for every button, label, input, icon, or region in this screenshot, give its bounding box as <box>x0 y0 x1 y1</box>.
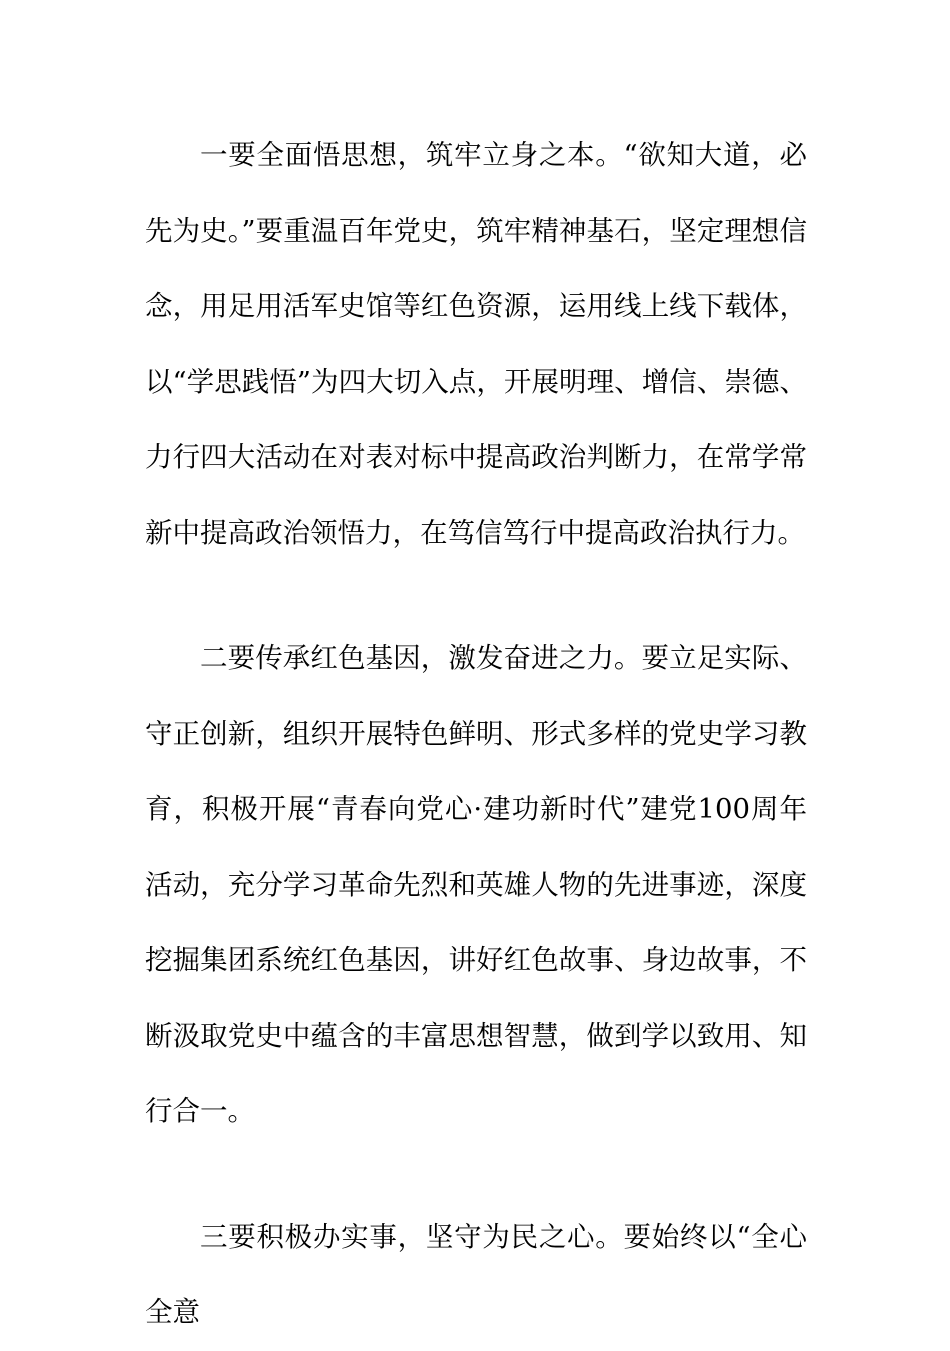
document-body <box>145 118 807 1351</box>
paragraph-2: 二要传承红色基因，激发奋进之力。要立足实际、守正创新，组织开展特色鲜明、形式多样的党史学习教育，积极开展“青春向党心·建功新时代”建党100周年活动，充分学习革命先烈和英雄人物的先进事迹，深度挖掘集团系统红色基因，讲好红色故事、身边故事，不断汲取党史中蕴含的丰富思想智慧，做到学以致用、知行合一。 <box>145 642 807 1127</box>
paragraph-3: 三要积极办实事，坚守为民之心。要始终以“全心全意 <box>145 1220 807 1328</box>
paragraph-1: 一要全面悟思想，筑牢立身之本。“欲知大道，必先为史。”要重温百年党史，筑牢精神基石，坚定理想信念，用足用活军史馆等红色资源，运用线上线下载体，以“学思践悟”为四大切入点，开展明理、增信、崇德、力行四大活动在对表对标中提高政治判断力，在常学常新中提高政治领悟力，在笃信笃行中提高政治执行力。 <box>145 139 807 549</box>
